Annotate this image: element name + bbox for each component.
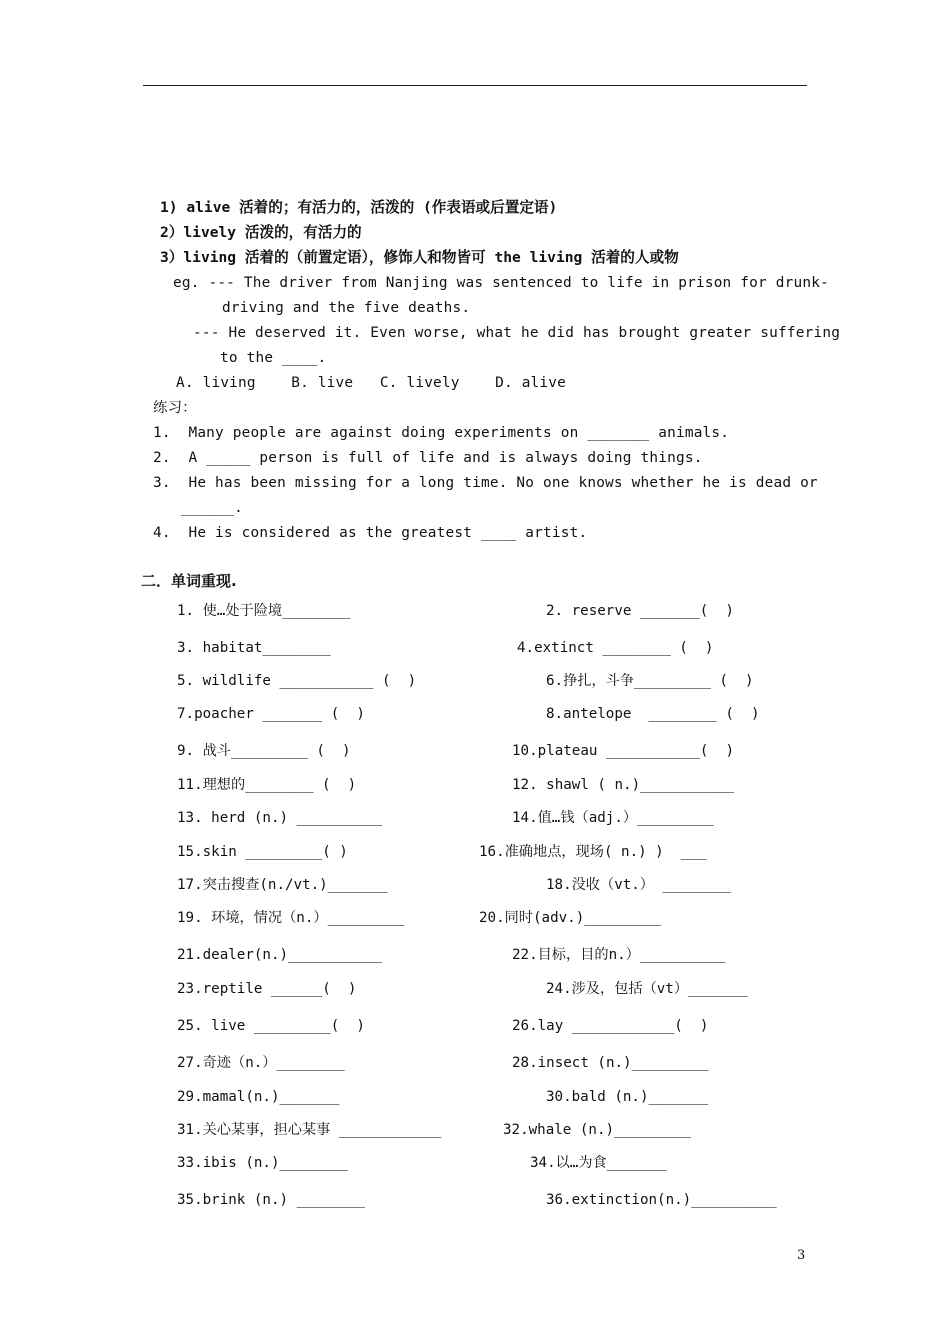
vocab-item: 17.突击搜查(n./vt.)_______ [177,877,388,893]
vocab-item: 33.ibis (n.)________ [177,1155,348,1171]
vocab-item: 8.antelope ________ ( ) [546,706,760,722]
vocab-item: 11.理想的________ ( ) [177,777,357,793]
vocab-item: 3. habitat________ [177,640,331,656]
practice-question-4: 4. He is considered as the greatest ____ artist. [153,525,588,541]
example-options: A. living B. live C. lively D. alive [176,375,567,391]
vocab-item: 35.brink (n.) ________ [177,1192,365,1208]
section-title: 二．单词重现. [141,572,237,590]
vocab-item: 25. live _________( ) [177,1018,365,1034]
vocab-item: 23.reptile ______( ) [177,981,357,997]
page-number: 3 [797,1248,806,1263]
example-line-2: driving and the five deaths. [222,300,471,316]
vocab-item: 12. shawl ( n.)___________ [512,777,735,793]
vocab-item: 32.whale (n.)_________ [503,1122,691,1138]
vocab-item: 29.mamal(n.)_______ [177,1089,340,1105]
vocab-item: 4.extinct ________ ( ) [517,640,714,656]
header-rule [143,85,807,86]
vocab-item: 7.poacher _______ ( ) [177,706,365,722]
practice-question-3: 3. He has been missing for a long time. No one knows whether he is dead or [153,475,818,491]
note-alive: 1) alive 活着的；有活力的，活泼的 (作表语或后置定语) [160,199,558,216]
vocab-item: 10.plateau ___________( ) [512,743,735,759]
vocab-item: 34.以…为食_______ [530,1155,667,1171]
vocab-item: 13. herd (n.) __________ [177,810,382,826]
note-lively: 2）lively 活泼的，有活力的 [160,224,362,241]
vocab-item: 36.extinction(n.)__________ [546,1192,777,1208]
example-line-3: --- He deserved it. Even worse, what he did has brought greater suffering [193,325,841,341]
example-line-4: to the ____. [220,350,327,366]
vocab-item: 15.skin _________( ) [177,844,348,860]
vocab-item: 5. wildlife ___________ ( ) [177,673,417,689]
practice-question-3-cont: ______. [181,500,244,516]
practice-question-1: 1. Many people are against doing experiments on _______ animals. [153,425,730,441]
vocab-item: 9. 战斗_________ ( ) [177,743,351,759]
practice-question-2: 2. A _____ person is full of life and is always doing things. [153,450,703,466]
practice-label: 练习： [153,400,197,416]
vocab-item: 2. reserve _______( ) [546,603,734,619]
vocab-item: 6.挣扎，斗争_________ ( ) [546,673,754,689]
vocab-item: 27.奇迹（n.）________ [177,1055,345,1071]
vocab-item: 31.关心某事，担心某事 ____________ [177,1122,442,1138]
vocab-item: 20.同时(adv.)_________ [479,910,662,926]
vocab-item: 21.dealer(n.)___________ [177,947,382,963]
vocab-item: 19. 环境，情况（n.）_________ [177,910,405,926]
vocab-item: 26.lay ____________( ) [512,1018,709,1034]
vocab-item: 28.insect (n.)_________ [512,1055,709,1071]
vocab-item: 14.值…钱（adj.）_________ [512,810,714,826]
vocab-item: 22.目标，目的n.）__________ [512,947,726,963]
vocab-item: 16.准确地点，现场( n.) ) ___ [479,844,707,860]
vocab-item: 1. 使…处于险境________ [177,603,351,619]
vocab-item: 30.bald (n.)_______ [546,1089,709,1105]
vocab-item: 24.涉及，包括（vt）_______ [546,981,748,997]
example-line-1: eg. --- The driver from Nanjing was sentenced to life in prison for drunk- [173,275,829,291]
vocab-item: 18.没收（vt.） ________ [546,877,731,893]
note-living: 3）living 活着的（前置定语），修饰人和物皆可 the living 活着的人或物 [160,249,679,266]
